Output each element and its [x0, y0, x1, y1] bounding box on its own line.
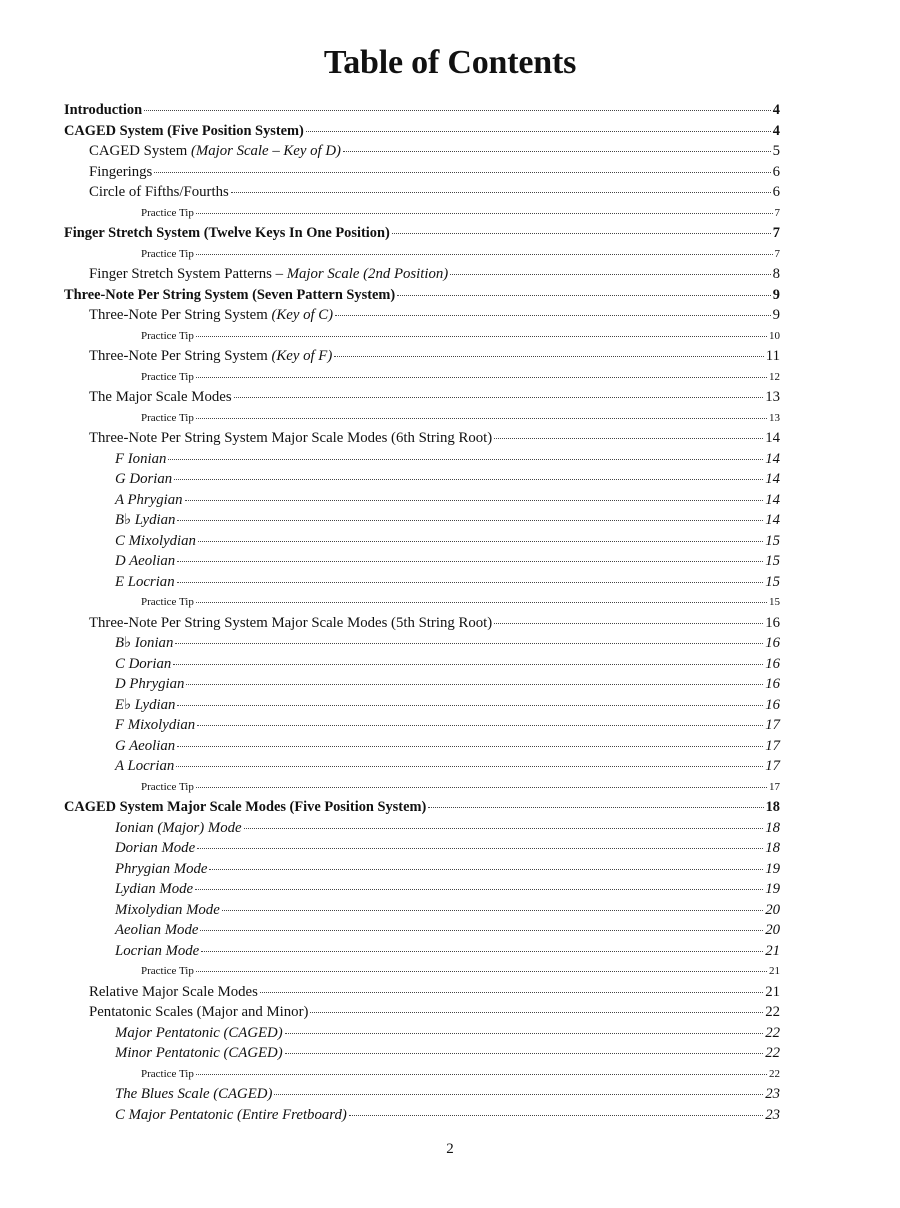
toc-entry-title — [89, 346, 332, 367]
toc-entry-page: 21 — [765, 983, 780, 1000]
toc-entry-page: 14 — [765, 512, 780, 528]
toc-entry-text: Practice Tip — [141, 596, 194, 608]
dot-leader — [231, 192, 771, 193]
toc-entry-page: 19 — [765, 860, 780, 877]
dot-leader — [196, 254, 773, 255]
toc-entry-title — [141, 408, 194, 429]
toc-entry-text: Mixolydian Mode — [115, 901, 220, 918]
toc-entry-title — [115, 818, 242, 839]
toc-entry[interactable] — [64, 900, 780, 921]
toc-entry[interactable] — [64, 305, 780, 326]
toc-entry-text: The Blues Scale (CAGED) — [115, 1086, 273, 1102]
dot-leader — [197, 848, 763, 849]
toc-entry-page: 17 — [769, 780, 780, 793]
toc-entry[interactable] — [64, 162, 780, 183]
toc-entry-page: 17 — [765, 758, 780, 774]
toc-entry-page: 7 — [774, 247, 780, 260]
toc-entry[interactable] — [64, 736, 780, 757]
toc-entry[interactable] — [64, 982, 780, 1003]
toc-entry[interactable] — [64, 264, 780, 285]
toc-entry-subtitle: Major Scale (2nd Position) — [286, 266, 449, 282]
dot-leader — [177, 746, 763, 747]
toc-entry-text: Three-Note Per String System Major Scale Modes (6th String Root) — [89, 430, 493, 446]
toc-entry-title — [89, 613, 492, 634]
toc-entry[interactable] — [64, 633, 780, 654]
toc-entry-page: 18 — [765, 819, 780, 836]
toc-entry[interactable] — [64, 879, 780, 900]
dot-leader — [428, 807, 763, 808]
dot-leader — [196, 213, 773, 214]
toc-entry-title — [115, 695, 175, 716]
toc-entry-page: 7 — [774, 206, 780, 219]
toc-entry-title — [89, 1002, 308, 1023]
toc-entry-title — [64, 121, 304, 142]
dot-leader — [186, 684, 763, 685]
toc-entry-title — [89, 141, 341, 162]
toc-entry-text: Pentatonic Scales (Major and Minor) — [89, 1004, 309, 1020]
toc-entry-title — [115, 1023, 283, 1044]
toc-entry[interactable] — [64, 244, 780, 265]
dot-leader — [334, 356, 763, 357]
toc-entry[interactable] — [64, 469, 780, 490]
toc-entry-page: 13 — [769, 411, 780, 424]
toc-entry-text: The Major Scale Modes — [89, 389, 232, 405]
toc-entry[interactable] — [64, 1084, 780, 1105]
dot-leader — [196, 787, 767, 788]
toc-entry-title — [115, 551, 175, 572]
toc-entry-title — [115, 572, 175, 593]
toc-entry-text: Three-Note Per String System — [89, 348, 272, 364]
toc-entry-title — [89, 982, 258, 1003]
dot-leader — [285, 1053, 764, 1054]
toc-entry-page: 12 — [769, 370, 780, 383]
toc-entry-title — [115, 510, 175, 531]
dot-leader — [392, 233, 771, 234]
toc-entry[interactable] — [64, 141, 780, 162]
toc-entry-text: Three-Note Per String System — [89, 307, 272, 323]
dot-leader — [306, 131, 771, 132]
page-title: Table of Contents — [323, 44, 577, 81]
toc-entry-text: Major Pentatonic (CAGED) — [115, 1024, 283, 1041]
toc-entry[interactable] — [64, 592, 780, 613]
dot-leader — [397, 295, 771, 296]
toc-entry-title — [115, 531, 196, 552]
toc-entry-title — [115, 674, 184, 695]
toc-entry-page: 16 — [765, 696, 780, 713]
toc-entry-page: 14 — [765, 471, 780, 487]
toc-entry[interactable] — [64, 1064, 780, 1085]
toc-entry-page: 20 — [765, 922, 780, 938]
toc-entry-text: Practice Tip — [141, 411, 194, 424]
toc-entry-page: 14 — [765, 450, 780, 467]
toc-entry-title — [141, 1064, 194, 1085]
toc-entry-text: B♭ Ionian — [115, 635, 174, 651]
dot-leader — [168, 459, 763, 460]
dot-leader — [200, 930, 763, 931]
toc-entry-page: 8 — [772, 266, 780, 282]
toc-entry-page: 6 — [772, 163, 780, 180]
toc-entry-text: E♭ Lydian — [115, 696, 176, 713]
toc-entry-title — [115, 859, 207, 880]
toc-entry-page: 14 — [765, 491, 780, 508]
dot-leader — [197, 725, 763, 726]
toc-entry-page: 13 — [765, 389, 780, 405]
dot-leader — [177, 561, 763, 562]
toc-entry-page: 15 — [769, 596, 780, 608]
toc-entry-page: 22 — [769, 1067, 780, 1080]
toc-entry-title — [115, 449, 166, 470]
toc-entry-page: 23 — [765, 1106, 780, 1123]
toc-entry[interactable] — [64, 387, 780, 408]
dot-leader — [196, 1074, 767, 1075]
toc-entry[interactable] — [64, 285, 780, 306]
toc-entry-text: Practice Tip — [141, 329, 194, 342]
toc-entry-title — [64, 797, 426, 818]
toc-entry-page: 4 — [772, 122, 780, 139]
toc-entry-title — [115, 469, 172, 490]
toc-entry[interactable] — [64, 531, 780, 552]
toc-entry-page: 16 — [765, 635, 780, 651]
dot-leader — [274, 1094, 763, 1095]
toc-entry[interactable] — [64, 1002, 780, 1023]
toc-entry-title — [64, 223, 390, 244]
toc-entry-page: 20 — [765, 901, 780, 918]
toc-entry-text: CAGED System (Five Position System) — [64, 122, 304, 139]
toc-entry-text: Locrian Mode — [115, 942, 200, 959]
dot-leader — [201, 951, 763, 952]
toc-entry[interactable] — [64, 674, 780, 695]
toc-entry-text: Practice Tip — [141, 370, 194, 383]
table-of-contents — [64, 100, 780, 1125]
dot-leader — [144, 110, 771, 111]
toc-entry[interactable] — [64, 346, 780, 367]
toc-entry[interactable] — [64, 838, 780, 859]
toc-entry-text: Practice Tip — [141, 247, 194, 260]
toc-entry-page: 15 — [765, 573, 780, 590]
toc-entry-title — [115, 654, 171, 675]
toc-entry-title — [115, 900, 220, 921]
dot-leader — [196, 336, 767, 337]
toc-entry-page: 17 — [765, 717, 780, 733]
toc-entry[interactable] — [64, 777, 780, 798]
toc-entry-title — [115, 838, 195, 859]
toc-entry-title — [89, 162, 152, 183]
toc-entry-text: Fingerings — [89, 163, 153, 180]
dot-leader — [185, 500, 764, 501]
toc-entry-text: Practice Tip — [141, 965, 194, 977]
toc-entry-text: Dorian Mode — [115, 840, 196, 856]
toc-entry-page: 16 — [765, 655, 780, 672]
toc-entry-title — [89, 387, 232, 408]
toc-entry-text: C Mixolydian — [115, 532, 196, 549]
toc-entry-text: Practice Tip — [141, 780, 194, 793]
dot-leader — [234, 397, 764, 398]
toc-entry-page: 10 — [769, 329, 780, 342]
toc-entry-title — [141, 203, 194, 224]
toc-entry-text: C Major Pentatonic (Entire Fretboard) — [115, 1106, 347, 1123]
toc-entry[interactable] — [64, 449, 780, 470]
toc-entry-title — [89, 182, 229, 203]
dot-leader — [154, 172, 770, 173]
dot-leader — [494, 438, 763, 439]
toc-entry-page: 22 — [765, 1024, 780, 1041]
toc-entry-page: 9 — [772, 286, 780, 303]
toc-entry-title — [115, 736, 175, 757]
toc-entry[interactable] — [64, 182, 780, 203]
toc-entry[interactable] — [64, 818, 780, 839]
toc-entry-text: D Phrygian — [115, 676, 185, 692]
toc-entry-text: E Locrian — [115, 573, 175, 590]
toc-entry[interactable] — [64, 859, 780, 880]
dot-leader — [195, 889, 763, 890]
toc-entry-page: 16 — [765, 676, 780, 692]
toc-entry-text: Minor Pentatonic (CAGED) — [115, 1045, 283, 1061]
dot-leader — [343, 151, 771, 152]
toc-entry[interactable] — [64, 941, 780, 962]
toc-entry-text: Finger Stretch System Patterns – — [89, 266, 287, 282]
dot-leader — [494, 623, 763, 624]
toc-entry[interactable] — [64, 961, 780, 982]
toc-entry-title — [115, 490, 183, 511]
toc-entry-text: Relative Major Scale Modes — [89, 983, 258, 1000]
toc-entry-subtitle: (Key of F) — [271, 348, 333, 364]
toc-entry-page: 21 — [765, 942, 780, 959]
dot-leader — [176, 766, 763, 767]
toc-entry-text: A Phrygian — [115, 491, 183, 508]
toc-entry-page: 19 — [765, 881, 780, 897]
toc-entry-text: C Dorian — [115, 655, 172, 672]
toc-entry-text: F Mixolydian — [115, 717, 196, 733]
dot-leader — [196, 602, 767, 603]
toc-entry-title — [141, 367, 194, 388]
toc-entry-text: Circle of Fifths/Fourths — [89, 184, 229, 200]
toc-entry-text: B♭ Lydian — [115, 512, 176, 528]
toc-entry[interactable] — [64, 1043, 780, 1064]
dot-leader — [196, 971, 767, 972]
page-number: 2 — [446, 1141, 454, 1157]
dot-leader — [335, 315, 770, 316]
toc-entry[interactable] — [64, 428, 780, 449]
toc-entry-text: F Ionian — [115, 450, 167, 467]
dot-leader — [310, 1012, 763, 1013]
toc-entry-text: G Aeolian — [115, 737, 176, 754]
dot-leader — [349, 1115, 763, 1116]
toc-entry[interactable] — [64, 490, 780, 511]
toc-entry-subtitle: (Major Scale – Key of D) — [190, 143, 341, 159]
toc-entry-text: Three-Note Per String System Major Scale Modes (5th String Root) — [89, 614, 493, 631]
dot-leader — [196, 418, 767, 419]
toc-entry-page: 18 — [765, 840, 780, 856]
toc-entry[interactable] — [64, 756, 780, 777]
toc-entry-page: 18 — [765, 799, 780, 815]
toc-entry-title — [141, 244, 194, 265]
toc-entry[interactable] — [64, 100, 780, 121]
toc-entry-page: 21 — [769, 965, 780, 977]
toc-entry-page: 23 — [765, 1086, 780, 1102]
toc-entry[interactable] — [64, 613, 780, 634]
toc-entry[interactable] — [64, 715, 780, 736]
toc-entry[interactable] — [64, 695, 780, 716]
dot-leader — [260, 992, 763, 993]
toc-entry-page: 17 — [765, 737, 780, 754]
toc-entry-page: 9 — [772, 307, 780, 323]
toc-entry[interactable] — [64, 510, 780, 531]
toc-entry[interactable] — [64, 551, 780, 572]
toc-entry-title — [64, 285, 395, 306]
toc-entry-text: Aeolian Mode — [115, 922, 199, 938]
toc-entry-title — [115, 1084, 272, 1105]
dot-leader — [196, 377, 767, 378]
toc-entry[interactable] — [64, 1105, 780, 1126]
dot-leader — [175, 643, 763, 644]
toc-entry-page: 5 — [772, 143, 780, 159]
dot-leader — [222, 910, 763, 911]
toc-entry-page: 4 — [772, 102, 780, 118]
toc-entry-title — [64, 100, 142, 121]
dot-leader — [209, 869, 763, 870]
toc-entry[interactable] — [64, 367, 780, 388]
toc-entry-page: 22 — [765, 1004, 780, 1020]
dot-leader — [450, 274, 770, 275]
toc-entry-text: Finger Stretch System (Twelve Keys In One Position) — [64, 225, 390, 241]
toc-entry-text: Lydian Mode — [115, 881, 194, 897]
toc-entry-text: Practice Tip — [141, 1067, 194, 1080]
toc-entry[interactable] — [64, 223, 780, 244]
dot-leader — [177, 705, 763, 706]
toc-entry-text: Three-Note Per String System (Seven Pattern System) — [64, 286, 396, 303]
toc-entry-page: 11 — [765, 348, 780, 364]
toc-entry[interactable] — [64, 920, 780, 941]
toc-entry[interactable] — [64, 572, 780, 593]
toc-entry-title — [115, 633, 173, 654]
toc-entry-text: Introduction — [64, 102, 143, 118]
toc-entry[interactable] — [64, 408, 780, 429]
toc-entry[interactable] — [64, 203, 780, 224]
toc-entry-page: 15 — [765, 553, 780, 569]
toc-entry-page: 16 — [765, 614, 780, 631]
dot-leader — [177, 582, 764, 583]
toc-entry-title — [89, 305, 333, 326]
dot-leader — [173, 664, 763, 665]
toc-entry-title — [115, 756, 174, 777]
toc-entry-title — [141, 326, 194, 347]
toc-entry[interactable] — [64, 1023, 780, 1044]
toc-entry-subtitle: (Key of C) — [271, 307, 334, 323]
toc-entry-page: 6 — [772, 184, 780, 200]
toc-entry-page: 14 — [765, 430, 780, 446]
toc-entry-title — [115, 1105, 347, 1126]
dot-leader — [174, 479, 763, 480]
toc-entry-page: 7 — [772, 225, 780, 241]
toc-entry-title — [89, 264, 448, 285]
toc-entry[interactable] — [64, 121, 780, 142]
toc-entry-title — [141, 961, 194, 982]
toc-entry-page: 22 — [765, 1045, 780, 1061]
toc-entry-text: Ionian (Major) Mode — [115, 819, 242, 836]
toc-entry-title — [115, 879, 193, 900]
dot-leader — [177, 520, 763, 521]
toc-entry-title — [115, 715, 195, 736]
toc-entry-text: CAGED System — [89, 143, 191, 159]
toc-entry[interactable] — [64, 797, 780, 818]
toc-entry-title — [141, 777, 194, 798]
dot-leader — [285, 1033, 764, 1034]
dot-leader — [198, 541, 763, 542]
toc-entry-page: 15 — [765, 532, 780, 549]
toc-entry-text: Practice Tip — [141, 206, 194, 219]
toc-entry-text: CAGED System Major Scale Modes (Five Position System) — [64, 799, 427, 815]
dot-leader — [244, 828, 764, 829]
toc-entry-title — [89, 428, 492, 449]
toc-entry[interactable] — [64, 326, 780, 347]
toc-entry-title — [115, 1043, 283, 1064]
toc-entry-title — [141, 592, 194, 613]
toc-entry-title — [115, 920, 198, 941]
toc-entry-text: G Dorian — [115, 471, 173, 487]
toc-entry-title — [115, 941, 199, 962]
toc-entry-text: D Aeolian — [115, 553, 176, 569]
toc-entry-text: A Locrian — [115, 758, 175, 774]
toc-entry[interactable] — [64, 654, 780, 675]
toc-entry-text: Phrygian Mode — [115, 860, 208, 877]
